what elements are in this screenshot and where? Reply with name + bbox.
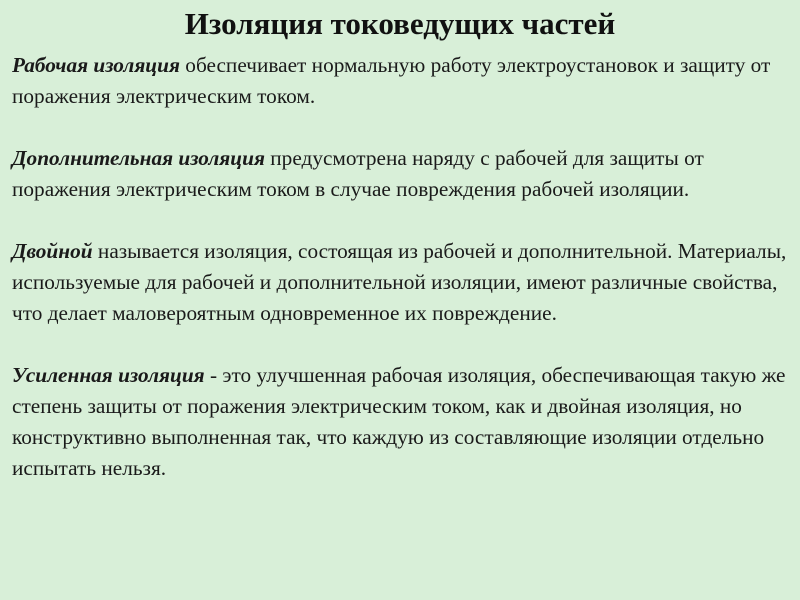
definition-double-insulation: называется изоляция, состоящая из рабочей и дополнительной. Материалы, используемые для рабочей и дополнительной изоляции, имеют различные свойства, что делает маловероятным одновременное их повреждение. [12, 239, 787, 325]
paragraph-working-insulation [12, 50, 788, 112]
definition-working-insulation: обеспечивает нормальную работу электроустановок и защиту от поражения электрическим током. [12, 53, 771, 108]
term-working-insulation: Рабочая изоляция [12, 53, 180, 77]
term-additional-insulation: Дополнительная изоляция [12, 146, 265, 170]
slide-title: Изоляция токоведущих частей [184, 6, 616, 41]
definition-additional-insulation: предусмотрена наряду с рабочей для защиты от поражения электрическим током в случае повреждения рабочей изоляции. [12, 146, 704, 201]
term-double-insulation: Двойной [12, 239, 93, 263]
paragraph-double-insulation [12, 236, 788, 329]
paragraph-reinforced-insulation [12, 360, 788, 484]
term-reinforced-insulation: Усиленная изоляция [12, 363, 205, 387]
definition-reinforced-insulation: - это улучшенная рабочая изоляция, обеспечивающая такую же степень защиты от поражения электрическим током, как и двойная изоляция, но конструктивно выполненная так, что каждую из составляющие изоляции отдельно испытать нельзя. [12, 363, 786, 480]
paragraph-additional-insulation [12, 143, 788, 205]
slide-body [12, 50, 788, 515]
